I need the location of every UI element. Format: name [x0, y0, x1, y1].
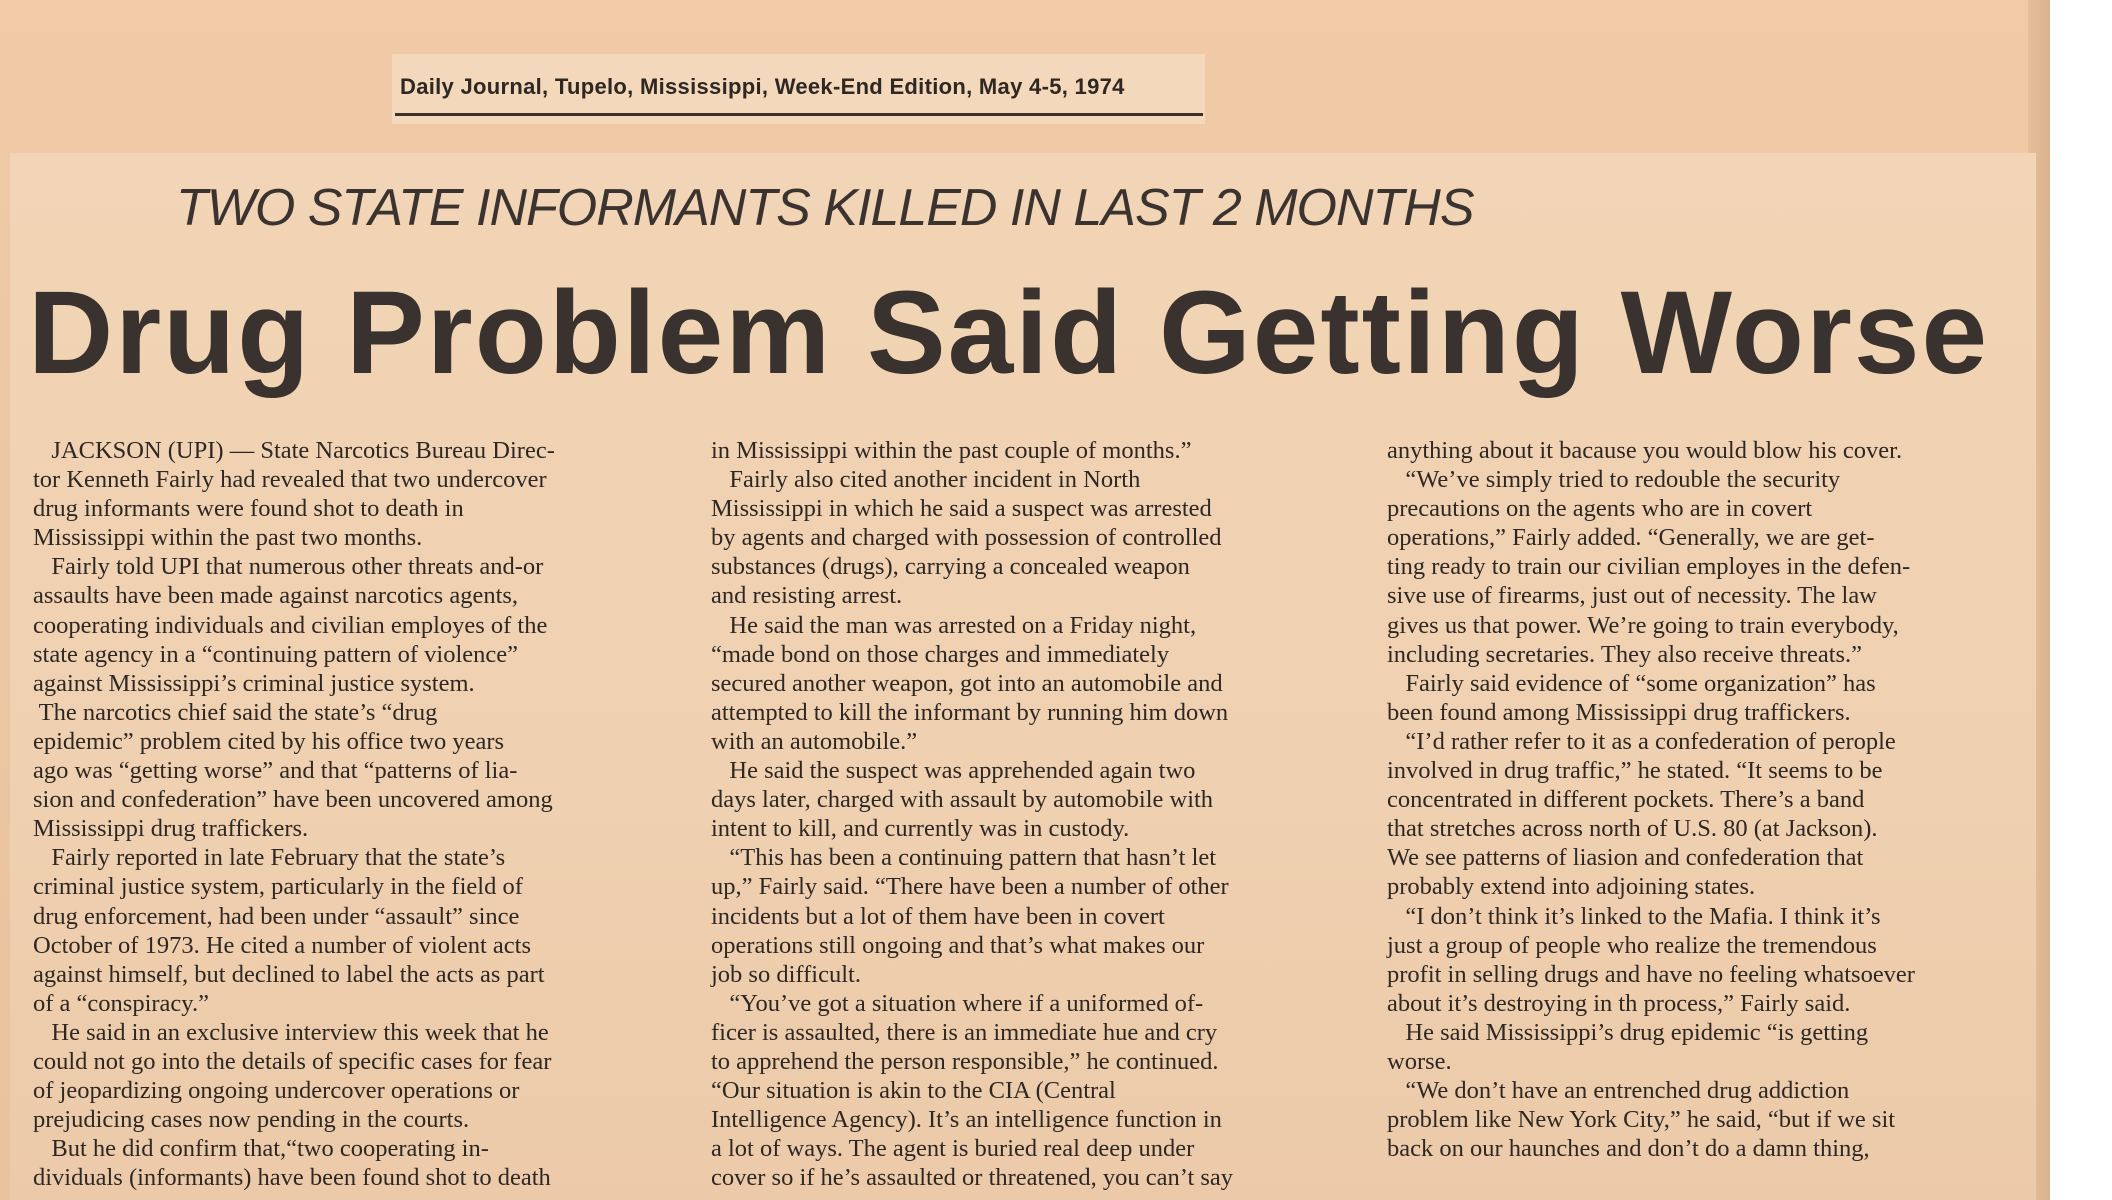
article-line: days later, charged with assault by automobile with — [711, 786, 1214, 814]
article-line: intent to kill, and currently was in custody. — [711, 815, 1130, 843]
article-line: “made bond on those charges and immediately — [711, 640, 1170, 668]
article-line: back on our haunches and don’t do a damn thing, — [1387, 1135, 1870, 1163]
article-line: gives us that power. We’re going to train everybody, — [1387, 611, 1899, 639]
article-line: been found among Mississippi drug traffickers. — [1387, 698, 1851, 726]
article-line: Fairly also cited another incident in North — [711, 466, 1141, 494]
article-line: criminal justice system, particularly in the field of — [33, 873, 523, 901]
article-line: The narcotics chief said the state’s “drug — [33, 698, 438, 726]
article-line: drug informants were found shot to death in — [33, 495, 464, 523]
article-line: October of 1973. He cited a number of violent acts — [33, 931, 532, 959]
article-line: ago was “getting worse” and that “patterns of lia- — [33, 757, 518, 785]
article-line: precautions on the agents who are in covert — [1387, 495, 1813, 523]
article-line: substances (drugs), carrying a concealed weapon — [711, 553, 1190, 581]
article-line: with an automobile.” — [711, 727, 918, 755]
article-line: could not go into the details of specific cases for fear — [33, 1047, 552, 1075]
article-line: that stretches across north of U.S. 80 (at Jackson). — [1387, 815, 1878, 843]
article-line: He said Mississippi’s drug epidemic “is getting — [1387, 1018, 1869, 1046]
article-line: secured another weapon, got into an automobile and — [711, 669, 1223, 697]
article-line: He said the man was arrested on a Friday night, — [711, 611, 1197, 639]
article-line: “We don’t have an entrenched drug addiction — [1387, 1077, 1850, 1105]
article-line: job so difficult. — [711, 960, 861, 988]
article-line: Intelligence Agency). It’s an intelligence function in — [711, 1106, 1222, 1134]
article-line: in Mississippi within the past couple of months.” — [711, 437, 1192, 464]
article-line: attempted to kill the informant by running him down — [711, 698, 1229, 726]
article-line: of a “conspiracy.” — [33, 989, 209, 1017]
article-line: anything about it bacause you would blow his cover. — [1387, 437, 1903, 464]
article-line: just a group of people who realize the tremendous — [1387, 931, 1877, 959]
dateline: Daily Journal, Tupelo, Mississippi, Week-End Edition, May 4-5, 1974 — [400, 74, 1125, 99]
article-column-1 — [33, 436, 673, 1192]
article-line: to apprehend the person responsible,” he continued. — [711, 1047, 1219, 1075]
article-line: tor Kenneth Fairly had revealed that two undercover — [33, 466, 547, 494]
article-line: concentrated in different pockets. There’s a band — [1387, 786, 1865, 814]
main-headline: Drug Problem Said Getting Worse — [28, 267, 1990, 399]
article-line: cover so if he’s assaulted or threatened, you can’t say — [711, 1164, 1234, 1192]
article-line: epidemic” problem cited by his office two years — [33, 727, 505, 755]
article-line: “I don’t think it’s linked to the Mafia. I think it’s — [1387, 902, 1881, 930]
article-line: drug enforcement, had been under “assault” since — [33, 902, 520, 930]
article-line: a lot of ways. The agent is buried real deep under — [711, 1135, 1195, 1163]
article-line: Mississippi in which he said a suspect was arrested — [711, 495, 1212, 523]
article-line: We see patterns of liasion and confederation that — [1387, 844, 1864, 872]
article-line: and resisting arrest. — [711, 582, 903, 610]
article-line: But he did confirm that,“two cooperating in- — [33, 1135, 489, 1163]
article-line: dividuals (informants) have been found shot to death — [33, 1164, 551, 1192]
article-line: Fairly reported in late February that the state’s — [33, 844, 506, 872]
article-line: of jeopardizing ongoing undercover operations or — [33, 1077, 520, 1105]
article-line: “You’ve got a situation where if a uniformed of- — [711, 989, 1204, 1017]
article-line: He said the suspect was apprehended again two — [711, 757, 1196, 785]
article-line: state agency in a “continuing pattern of violence” — [33, 640, 519, 668]
article-line: probably extend into adjoining states. — [1387, 873, 1756, 901]
kicker-headline: TWO STATE INFORMANTS KILLED IN LAST 2 MONTHS — [176, 179, 1474, 237]
article-line: assaults have been made against narcotics agents, — [33, 582, 519, 610]
article-line: “We’ve simply tried to redouble the security — [1387, 466, 1841, 494]
article-column-2 — [711, 436, 1356, 1192]
article-line: by agents and charged with possession of controlled — [711, 524, 1222, 552]
article-line: Mississippi within the past two months. — [33, 524, 423, 552]
article-line: Mississippi drug traffickers. — [33, 815, 309, 843]
article-line: profit in selling drugs and have no feeling whatsoever — [1387, 960, 1915, 988]
article-line: ficer is assaulted, there is an immediate hue and cry — [711, 1018, 1218, 1046]
article-line: prejudicing cases now pending in the courts. — [33, 1106, 470, 1134]
article-line: including secretaries. They also receive threats.” — [1387, 640, 1863, 668]
article-line: operations still ongoing and that’s what makes our — [711, 931, 1205, 959]
article-line: “Our situation is akin to the CIA (Central — [711, 1077, 1116, 1105]
article-line: Fairly told UPI that numerous other threats and-or — [33, 553, 544, 581]
article-line: worse. — [1387, 1047, 1452, 1075]
article-line: ting ready to train our civilian employes in the defen- — [1387, 553, 1911, 581]
article-line: sion and confederation” have been uncovered among — [33, 786, 553, 814]
article-line: Fairly said evidence of “some organization” has — [1387, 669, 1876, 697]
article-line: He said in an exclusive interview this week that he — [33, 1018, 549, 1046]
dateline-rule — [395, 113, 1203, 116]
article-line: involved in drug traffic,” he stated. “It seems to be — [1387, 757, 1883, 785]
article-line: up,” Fairly said. “There have been a number of other — [711, 873, 1229, 901]
article-line: against Mississippi’s criminal justice system. — [33, 669, 475, 697]
article-line: problem like New York City,” he said, “but if we sit — [1387, 1106, 1896, 1134]
article-line: sive use of firearms, just out of necessity. The law — [1387, 582, 1877, 610]
article-line: “This has been a continuing pattern that hasn’t let — [711, 844, 1217, 872]
article-line: incidents but a lot of them have been in covert — [711, 902, 1165, 930]
article-line: JACKSON (UPI) — State Narcotics Bureau Direc- — [33, 437, 555, 464]
article-line: against himself, but declined to label the acts as part — [33, 960, 545, 988]
article-line: cooperating individuals and civilian employes of the — [33, 611, 548, 639]
article-line: operations,” Fairly added. “Generally, we are get- — [1387, 524, 1875, 552]
article-column-3 — [1387, 436, 2027, 1163]
article-line: “I’d rather refer to it as a confederation of perople — [1387, 727, 1896, 755]
article-line: about it’s destroying in th process,” Fairly said. — [1387, 989, 1851, 1017]
